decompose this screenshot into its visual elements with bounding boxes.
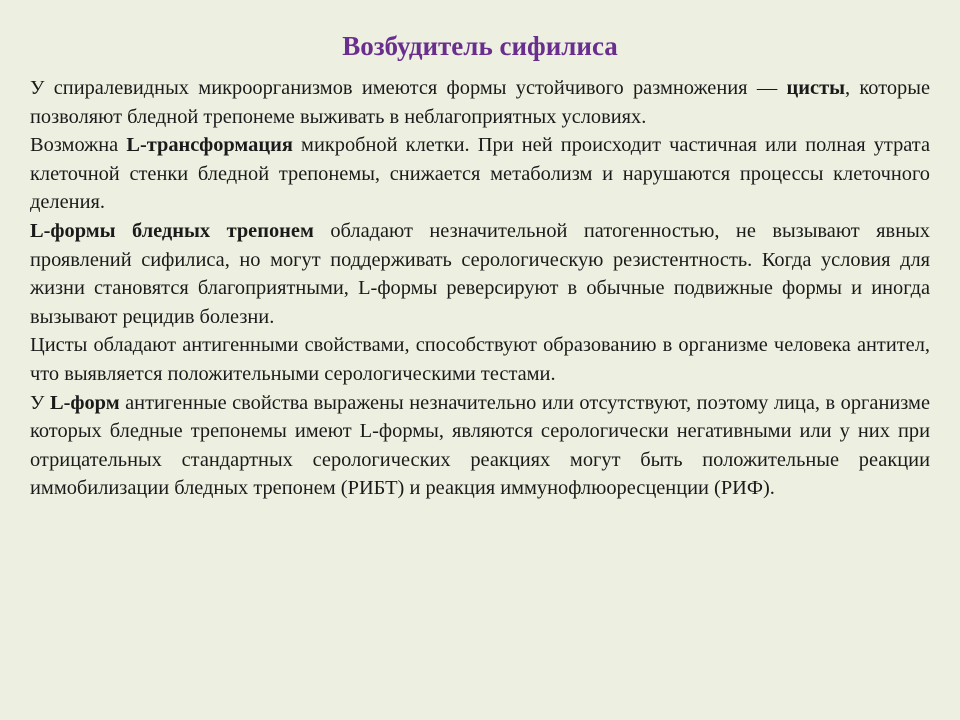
text-segment: , которые позволяют бледной трепонеме выживать в неблагоприятных условиях. (30, 77, 930, 128)
text-segment: обладают незначительной патогенностью, не вызывают явных проявлений сифилиса, но могут поддерживать серологическую резистентность. Когда условия для жизни становятся благоприятными, L-формы реверсируют в обычные подвижные формы и иногда вызывают рецидив болезни. (30, 219, 930, 328)
paragraph-l-forms (30, 217, 930, 331)
slide-body (30, 74, 930, 503)
slide-title: Возбудитель сифилиса (342, 31, 618, 61)
bold-term-cysts: цисты (786, 77, 846, 99)
bold-term-l-forms-treponema: L-формы бледных трепонем (30, 219, 314, 242)
text-segment: У спиралевидных микроорганизмов имеются формы устойчивого размножения — (30, 77, 787, 99)
paragraph-l-transformation (30, 131, 930, 217)
text-segment: микробной клетки. При ней происходит частичная или полная утрата клеточной стенки бледной трепонемы, снижается метаболизм и нарушаются процессы клеточного деления. (30, 134, 930, 214)
text-segment: антигенные свойства выражены незначительно или отсутствуют, поэтому лица, в организме которых бледные трепонемы имеют L-формы, являются серологически негативными или у них при отрицательных стандартных серологических реакциях могут быть положительные реакции иммобилизации бледных трепонем (РИБТ) и реакция иммунофлюоресценции (РИФ). (30, 391, 930, 500)
paragraph-l-forms-antigen (30, 389, 930, 503)
text-segment: Цисты обладают антигенными свойствами, способствуют образованию в организме человека антител, что выявляется положительными серологическими тестами. (30, 334, 930, 385)
paragraph-cysts (30, 74, 930, 131)
bold-term-l-forms: L-форм (49, 391, 120, 414)
text-segment: Возможна (30, 134, 127, 157)
text-segment: У (30, 391, 50, 414)
bold-term-l-transformation: L-трансформация (126, 134, 293, 157)
paragraph-cysts-antigen (30, 331, 930, 388)
